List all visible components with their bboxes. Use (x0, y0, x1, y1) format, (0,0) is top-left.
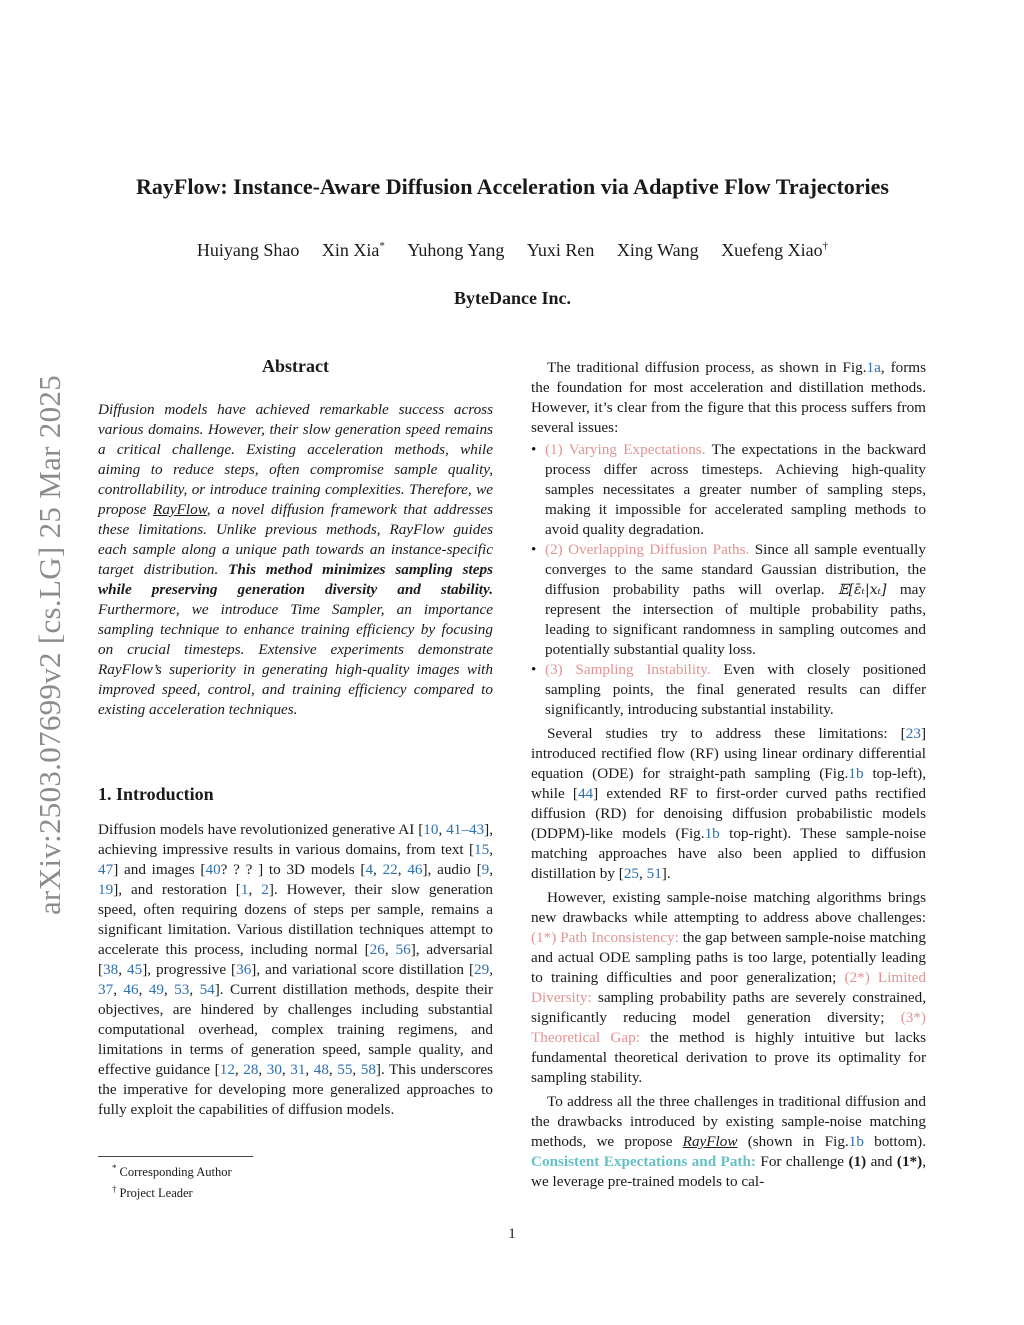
citation-link[interactable]: 53 (174, 981, 190, 998)
list-item: • (2) Overlapping Diffusion Paths. Since all sample eventually converges to the same standard Gaussian distribution, the diffusion probability paths will overlap. 𝔼[ε̄ₜ|xₜ] may represent the intersection of multiple probability paths, leading to significant randomness in sampling outcomes and potentially substantial quality loss. (545, 540, 926, 660)
citation-link[interactable]: 48 (313, 1061, 329, 1078)
citation-link[interactable]: 2 (261, 881, 269, 898)
arxiv-identifier: arXiv:2503.07699v2 [cs.LG] 25 Mar 2025 (32, 374, 67, 916)
figure-link[interactable]: 1b (848, 765, 864, 782)
affiliation: ByteDance Inc. (454, 288, 571, 308)
citation-link[interactable]: 55 (337, 1061, 353, 1078)
citation-link[interactable]: 36 (236, 961, 252, 978)
citation-link[interactable]: 30 (266, 1061, 282, 1078)
figure-link[interactable]: 1b (704, 825, 720, 842)
citation-link[interactable]: 56 (395, 941, 411, 958)
citation-link[interactable]: 28 (243, 1061, 259, 1078)
abstract-heading: Abstract (262, 356, 329, 376)
citation-link[interactable]: 54 (199, 981, 215, 998)
citation-link[interactable]: 44 (577, 785, 594, 802)
footnote: † Project Leader (112, 1184, 193, 1201)
citation-link[interactable]: 9 (481, 861, 490, 878)
citation-link[interactable]: 19 (98, 881, 114, 898)
figure-link[interactable]: 1a (866, 359, 881, 376)
citation-link[interactable]: 4 (365, 861, 374, 878)
citation-link[interactable]: 31 (290, 1061, 306, 1078)
author: Xin Xia* (321, 240, 385, 260)
citation-link[interactable]: 29 (474, 961, 490, 978)
author: Yuhong Yang (407, 240, 505, 260)
citation-link[interactable]: 1 (240, 881, 249, 898)
citation-link[interactable]: 46 (407, 861, 423, 878)
citation-link[interactable]: 58 (360, 1061, 376, 1078)
section-heading-introduction: 1. Introduction (98, 784, 214, 804)
citation-link[interactable]: 38 (103, 961, 119, 978)
page-number: 1 (508, 1226, 516, 1242)
paragraph: However, existing sample-noise matching algorithms brings new drawbacks while attempting to address above challenges: (1*) Path Inconsistency: the gap between sample-noise matching and actual ODE sampling paths is too large, potentially leading to training difficulties and poor generalization; (2*) Limited Diversity: sampling probability paths are severely constrained, significantly reducing model generation diversity; (3*) Theoretical Gap: the method is highly intuitive but lacks fundamental theoretical derivation to prove its optimality for sampling stability. (531, 889, 927, 1086)
paragraph: To address all the three challenges in traditional diffusion and the drawbacks introduced by existing sample-noise matching methods, we propose RayFlow (shown in Fig.1b bottom). Consistent Expectations and Path: For challenge (1) and (1*), we leverage pre-trained models to cal- (531, 1093, 926, 1190)
citation-link[interactable]: 49 (148, 981, 164, 998)
introduction-paragraph: Diffusion models have revolutionized generative AI [10, 41–43], achieving impressive results in various domains, from text [15, 47] and images [40? ? ? ] to 3D models [4, 22, 46], audio [9, 19], and restoration [1, 2]. However, their slow generation speed, often requiring dozens of steps per sample, remains a significant limitation. Various distillation techniques attempt to accelerate this process, including normal [26, 56], adversarial [38, 45], progressive [36], and variational score distillation [29, 37, 46, 49, 53, 54]. Current distillation methods, despite their objectives, are hindered by challenges including substantial computational overhead, complex training regimens, and limitations in terms of generation speed, sample quality, and effective guidance [12, 28, 30, 31, 48, 55, 58]. This underscores the imperative for developing more generalized approaches to fully exploit the capabilities of diffusion models. (98, 821, 494, 1118)
citation-link[interactable]: 22 (382, 861, 398, 878)
list-item: • (3) Sampling Instability. Even with closely positioned sampling points, the final generated results can differ significantly, introducing substantial instability. (545, 660, 926, 720)
author: Yuxi Ren (526, 240, 595, 260)
author: Xuefeng Xiao† (721, 240, 829, 260)
issue-list (531, 440, 926, 720)
author: Xing Wang (616, 240, 699, 260)
citation-link[interactable]: 12 (219, 1061, 235, 1078)
citation-link[interactable]: 10 (423, 821, 439, 838)
author: Huiyang Shao (196, 240, 300, 260)
abstract-body: Diffusion models have achieved remarkable success across various domains. However, their slow generation speed remains a critical challenge. Existing acceleration methods, while aiming to reduce steps, often compromise sample quality, controllability, or introduce training complexities. Therefore, we propose RayFlow, a novel diffusion framework that addresses these limitations. Unlike previous methods, RayFlow guides each sample along a unique path towards an instance-specific target distribution. This method minimizes sampling steps while preserving generation diversity and stability. Furthermore, we introduce Time Sampler, an importance sampling technique to enhance training efficiency by focusing on crucial timesteps. Extensive experiments demonstrate RayFlow’s superiority in generating high-quality images with improved speed, control, and training efficiency compared to existing acceleration techniques. (98, 401, 494, 718)
paper-title: RayFlow: Instance-Aware Diffusion Acceleration via Adaptive Flow Trajectories (136, 174, 889, 199)
paragraph: The traditional diffusion process, as shown in Fig.1a, forms the foundation for most acceleration and distillation methods. However, it’s clear from the figure that this process suffers from several issues: (531, 359, 927, 436)
citation-link[interactable]: 23 (905, 725, 921, 742)
citation-link[interactable]: 25 (623, 865, 639, 882)
right-column (531, 358, 926, 1192)
footnote-divider (98, 1156, 253, 1157)
figure-link[interactable]: 1b (848, 1133, 864, 1150)
author-list (60, 240, 965, 261)
paragraph: Several studies try to address these limitations: [23] introduced rectified flow (RF) using linear ordinary differential equation (ODE) for straight-path sampling (Fig.1b top-left), while [44] extended RF to first-order curved paths rectified diffusion (RD) for denoising diffusion probabilistic models (DDPM)-like models (Fig.1b top-right). These sample-noise matching approaches have also been applied to diffusion distillation by [25, 51]. (531, 725, 926, 882)
citation-link[interactable]: 46 (123, 981, 139, 998)
footnotes (112, 1160, 232, 1202)
math-expression: 𝔼[ε̄ₜ|xₜ] (837, 582, 887, 598)
citation-link[interactable]: 47 (98, 861, 114, 878)
citation-link[interactable]: 15 (474, 841, 490, 858)
citation-link[interactable]: 26 (369, 941, 385, 958)
citation-link[interactable]: 51 (646, 865, 662, 882)
citation-link[interactable]: 41–43 (446, 821, 485, 838)
citation-link[interactable]: 40 (205, 861, 221, 878)
citation-link[interactable]: 37 (98, 981, 114, 998)
citation-link[interactable]: 45 (127, 961, 143, 978)
list-item: • (1) Varying Expectations. The expectations in the backward process differ across timesteps. Achieving high-quality samples necessitates a greater number of sampling steps, making it impossible for accelerated sampling methods to avoid quality degradation. (545, 440, 926, 540)
footnote: * Corresponding Author (112, 1163, 232, 1180)
